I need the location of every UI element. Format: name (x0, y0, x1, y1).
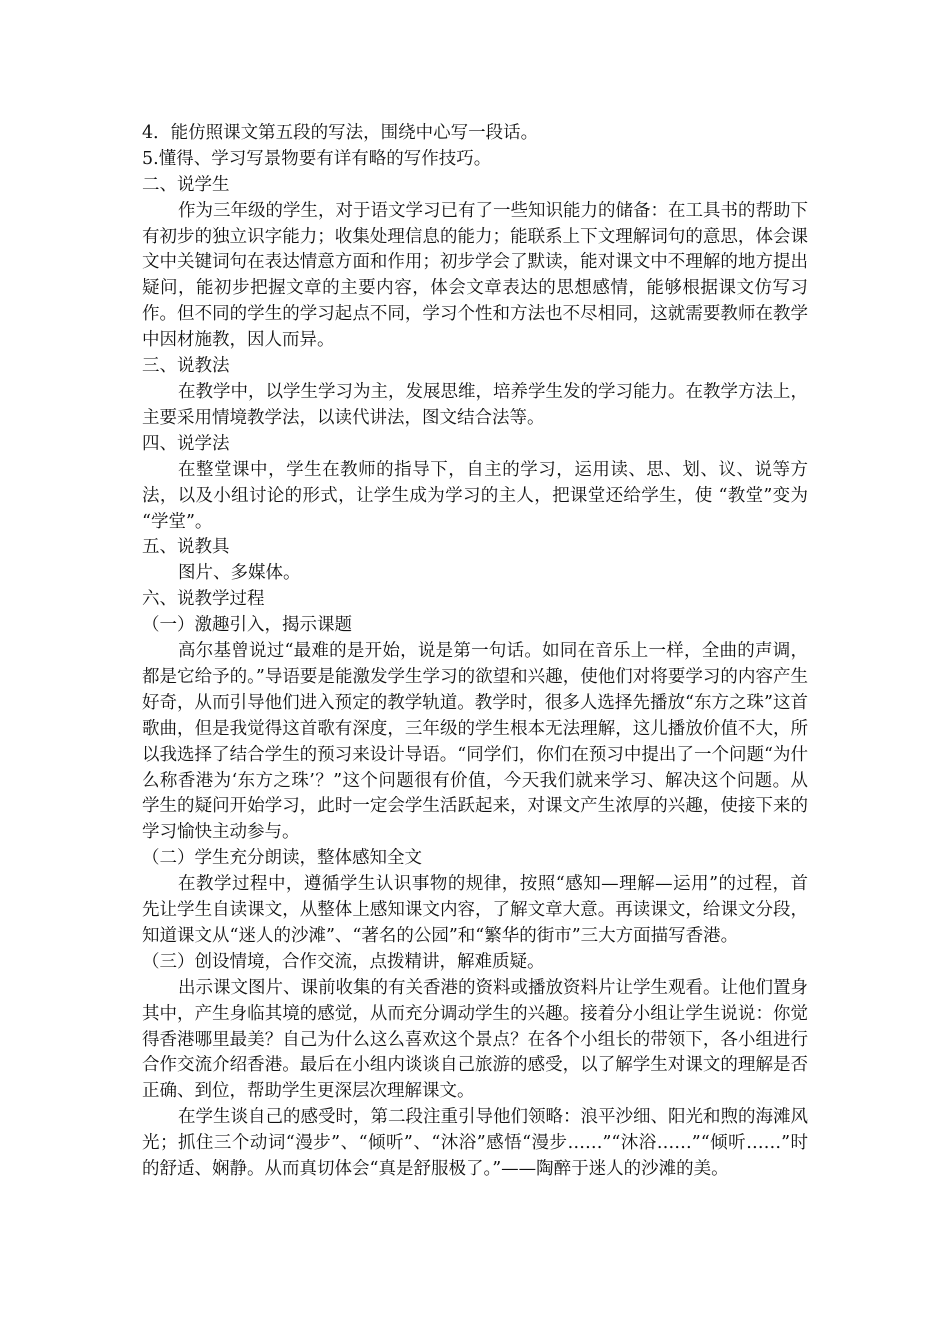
paragraph-intro: 高尔基曾说过“最难的是开始，说是第一句话。如同在音乐上一样，全曲的声调，都是它给予的。”导语要是能激发学生学习的欲望和兴趣，使他们对将要学习的内容产生好奇，从而引导他们进入预定的教学轨道。教学时，很多人选择先播放“东方之珠”这首歌曲，但是我觉得这首歌有深度，三年级的学生根本无法理解，这儿播放价值不大，所以我选择了结合学生的预习来设计导语。“同学们，你们在预习中提出了一个问题“为什么称香港为‘东方之珠’？”这个问题很有价值，今天我们就来学习、解决这个问题。从学生的疑问开始学习，此时一定会学生活跃起来，对课文产生浓厚的兴趣，使接下来的学习愉快主动参与。 (142, 641, 808, 843)
subsection-heading-2: （二）学生充分朗读，整体感知全文 (142, 848, 422, 869)
section-heading-students: 二、说学生 (142, 174, 230, 195)
section-heading-learning-method: 四、说学法 (142, 433, 230, 454)
document-body (142, 121, 808, 1183)
paragraph-teaching-aids: 图片、多媒体。 (178, 563, 301, 584)
paragraph-learning-method: 在整堂课中，学生在教师的指导下，自主的学习，运用读、思、划、议、说等方法，以及小组讨论的形式，让学生成为学习的主人，把课堂还给学生，使 “教堂”变为 “学堂”。 (142, 459, 808, 532)
objective-5: 5.懂得、学习写景物要有详有略的写作技巧。 (142, 148, 492, 169)
paragraph-teaching-method: 在教学中，以学生学习为主，发展思维，培养学生发的学习能力。在教学方法上，主要采用情境教学法，以读代讲法，图文结合法等。 (142, 382, 808, 428)
section-heading-teaching-method: 三、说教法 (142, 356, 230, 377)
paragraph-reading: 在教学过程中，遵循学生认识事物的规律，按照“感知—理解—运用”的过程，首先让学生自读课文，从整体上感知课文内容，了解文章大意。再读课文，给课文分段，知道课文从“迷人的沙滩”、“著名的公园”和“繁华的街市”三大方面描写香港。 (142, 874, 808, 946)
subsection-heading-1: （一）激趣引入，揭示课题 (142, 615, 352, 636)
objective-4: 4．能仿照课文第五段的写法，围绕中心写一段话。 (142, 123, 539, 143)
section-heading-teaching-aids: 五、说教具 (142, 537, 230, 558)
paragraph-feelings: 在学生谈自己的感受时，第二段注重引导他们领略：浪平沙细、阳光和煦的海滩风光；抓住三个动词“漫步”、“倾听”、“沐浴”感悟“漫步……”“沐浴……”“倾听……”时的舒适、娴静。从而真切体会“真是舒服极了。”——陶醉于迷人的沙滩的美。 (142, 1107, 808, 1180)
subsection-heading-3: （三）创设情境，合作交流，点拨精讲，解难质疑。 (142, 951, 545, 972)
section-heading-teaching-process: 六、说教学过程 (142, 589, 265, 610)
paragraph-students: 作为三年级的学生，对于语文学习已有了一些知识能力的储备：在工具书的帮助下有初步的独立识字能力；收集处理信息的能力；能联系上下文理解词句的意思，体会课文中关键词句在表达情意方面和作用；初步学会了默读，能对课文中不理解的地方提出疑问，能初步把握文章的主要内容，体会文章表达的思想感情，能够根据课文仿写习作。但不同的学生的学习起点不同，学习个性和方法也不尽相同，这就需要教师在教学中因材施教，因人而异。 (142, 200, 808, 351)
paragraph-situation: 出示课文图片、课前收集的有关香港的资料或播放资料片让学生观看。让他们置身其中，产生身临其境的感觉，从而充分调动学生的兴趣。接着分小组让学生说说：你觉得香港哪里最美？自己为什么这么喜欢这个景点？在各个小组长的带领下，各小组进行合作交流介绍香港。最后在小组内谈谈自己旅游的感受，以了解学生对课文的理解是否正确、到位，帮助学生更深层次理解课文。 (142, 977, 808, 1102)
